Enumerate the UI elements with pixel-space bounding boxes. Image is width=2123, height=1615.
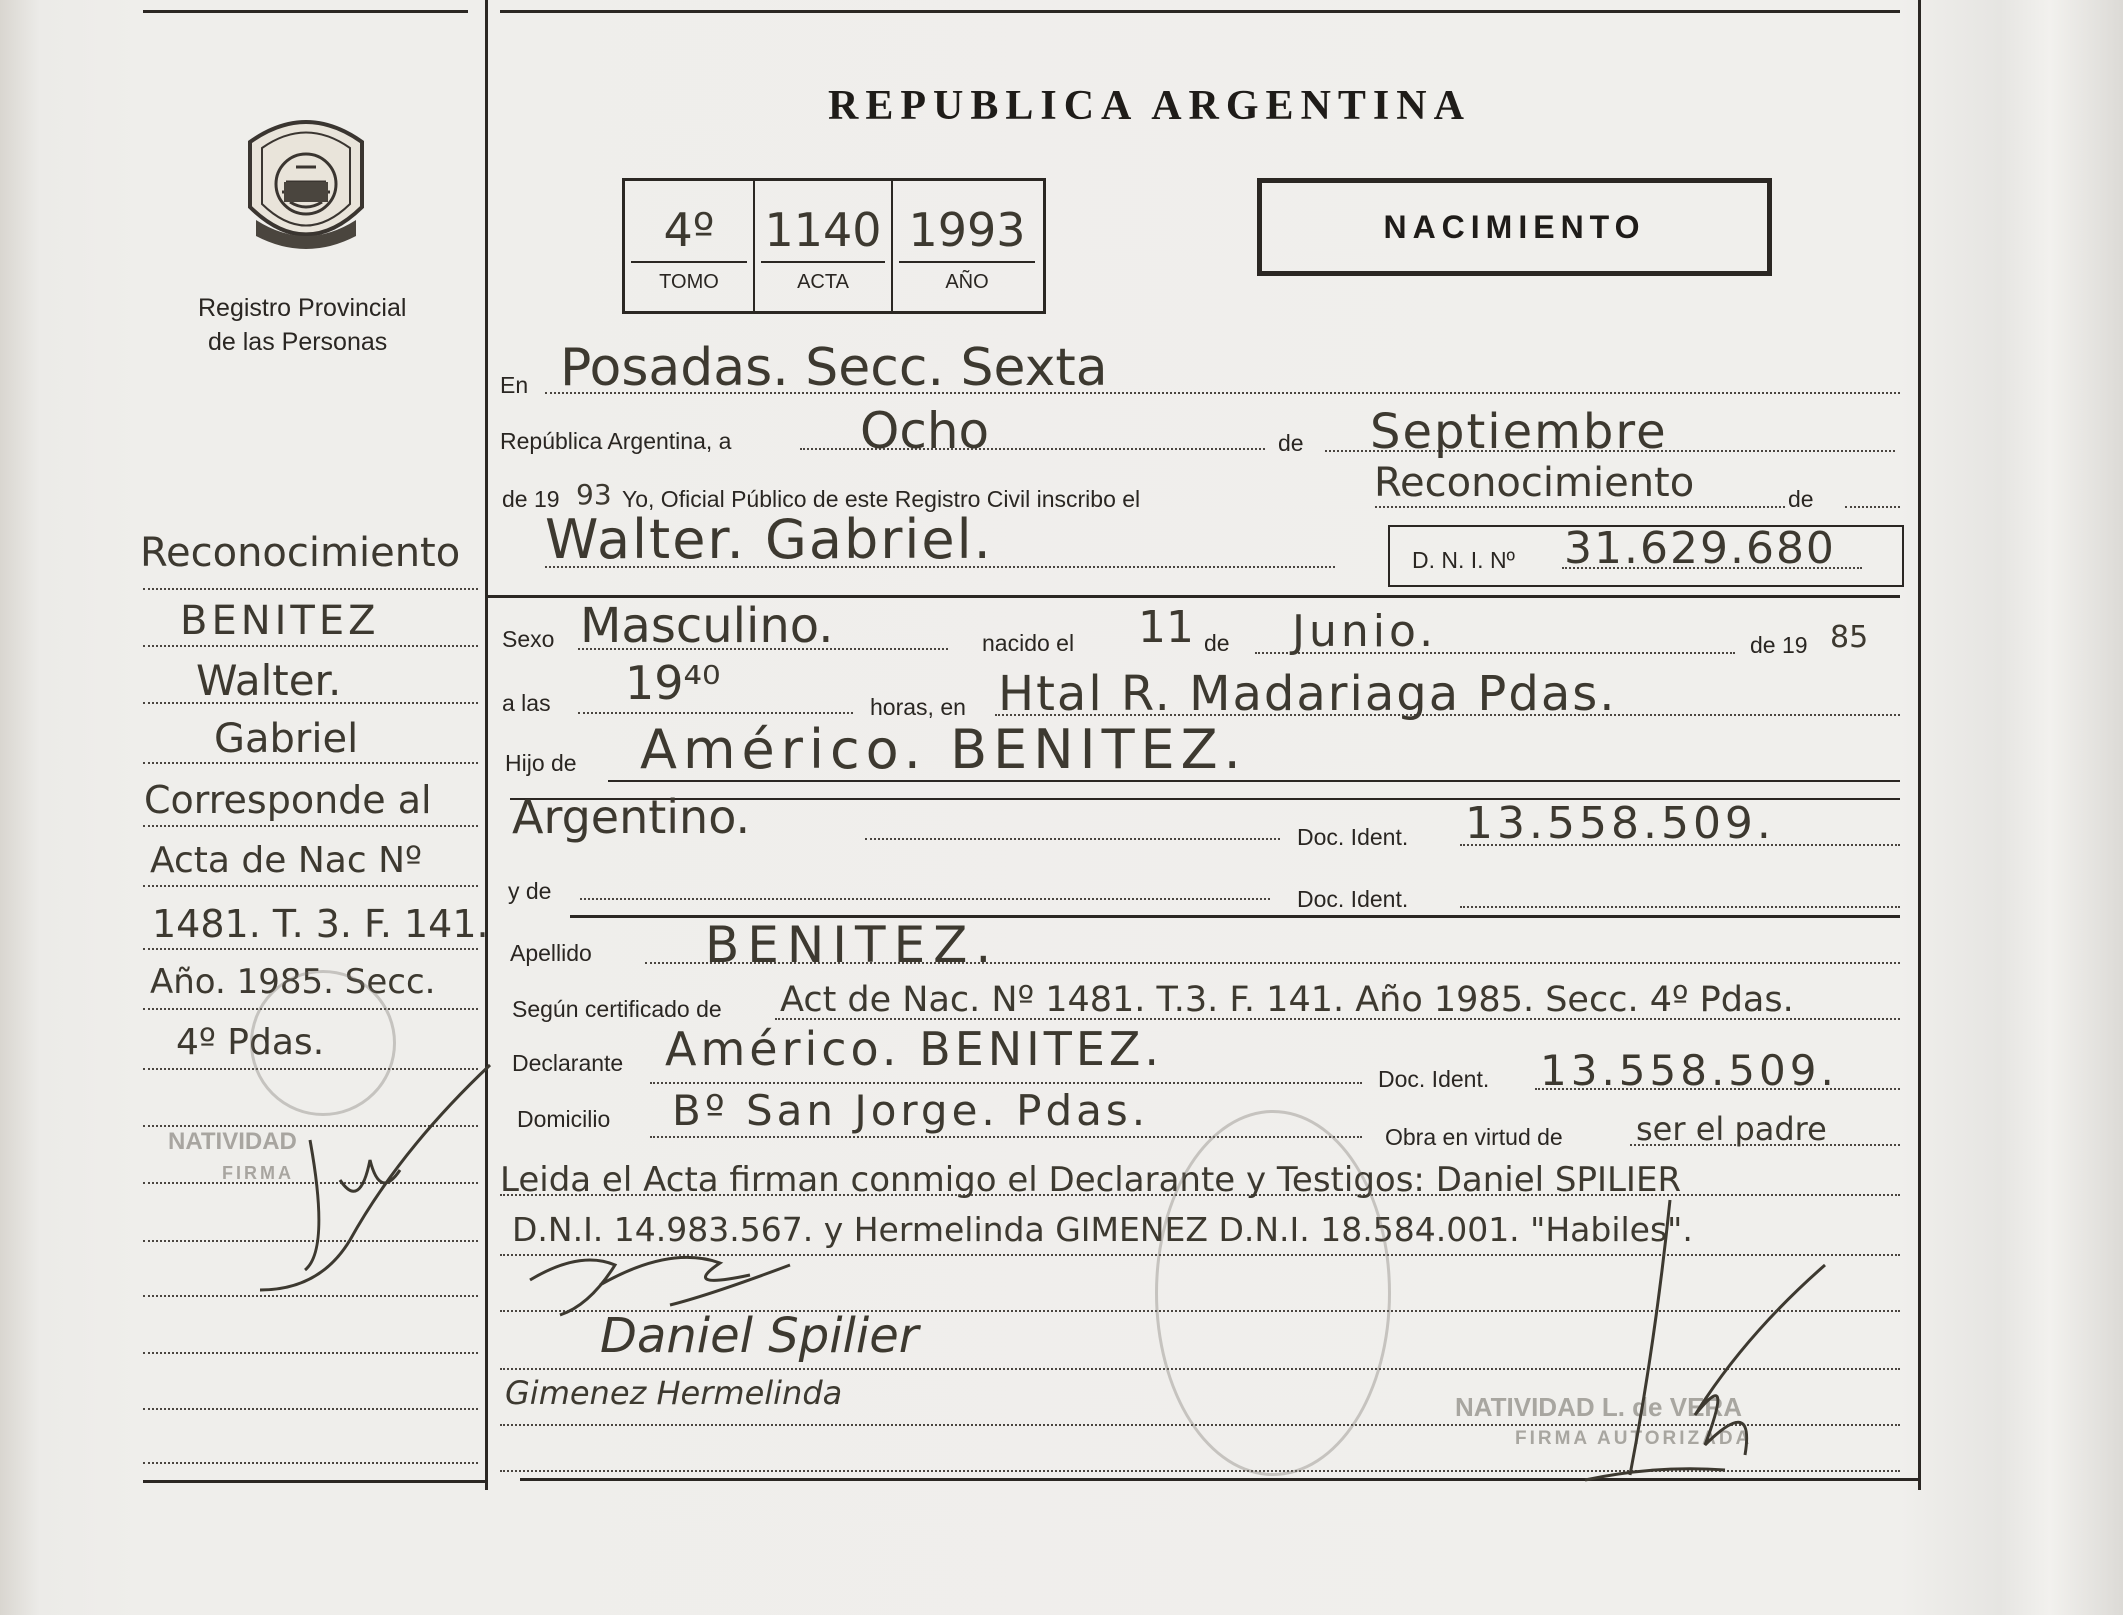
official-signature [1575,1195,1835,1485]
declarante-doc-label: Doc. Ident. [1378,1066,1490,1092]
apellido-value: BENITEZ. [705,916,1000,974]
cell-rule [761,261,885,263]
hora-line [578,712,853,714]
margin-note-line: 1481. T. 3. F. 141. [152,902,489,946]
segun-value: Act de Nac. Nº 1481. T.3. F. 141. Año 1985. Secc. 4º Pdas. [780,980,1794,1020]
margin-line [143,1408,478,1410]
anio-value: 1993 [908,203,1026,257]
en-label: En [500,372,529,398]
margin-note-line: Corresponde al [144,778,432,822]
year-prefix: de 19 [502,486,560,512]
apellido-label: Apellido [510,940,592,966]
de-label: de [1278,430,1304,456]
inscribo-line [1375,506,1785,508]
en-value: Posadas. Secc. Sexta [560,338,1108,398]
dni-box [1388,525,1904,587]
padre-doc: 13.558.509. [1465,798,1775,849]
domicilio-label: Domicilio [517,1106,611,1132]
declarante-line [650,1082,1362,1084]
margin-line [143,588,478,590]
segun-label: Según certificado de [512,996,722,1022]
year-suffix: 93 [576,478,612,511]
cell-rule [899,261,1035,263]
margin-line [143,645,478,647]
sexo-label: Sexo [502,626,555,652]
margin-stamp-text: FIRMA [222,1163,294,1183]
padre-doc-label: Doc. Ident. [1297,824,1409,850]
nombre-value: Walter. Gabriel. [545,508,993,571]
acta-cell [755,181,893,311]
padre-nac-line [865,838,1280,840]
witness-signature-2: Gimenez Hermelinda [505,1374,843,1412]
nacido-mes: Junio. [1292,606,1438,657]
official-stamp [1155,1110,1391,1476]
sexo-value: Masculino. [580,598,834,654]
madre-line [580,898,1270,900]
margin-line [143,885,478,887]
republica-label: República Argentina, a [500,428,732,454]
a-las-label: a las [502,690,551,716]
declarante-label: Declarante [512,1050,624,1076]
inscribo-value: Reconocimiento [1374,460,1695,506]
margin-signature [250,1060,500,1300]
nacido-anio-prefix: de 19 [1750,632,1808,658]
record-number-box [622,178,1046,314]
dni-value: 31.629.680 [1564,523,1836,574]
dia-value: Ocho [860,402,990,460]
margin-line [143,948,478,950]
margin-note-line: Walter. [196,656,342,705]
anio-label: AÑO [945,271,989,293]
margin-line [143,762,478,764]
margin-line [143,1352,478,1354]
obra-label: Obra en virtud de [1385,1124,1563,1150]
country-title: REPUBLICA ARGENTINA [828,83,1471,129]
margin-note-line: 4º Pdas. [176,1022,325,1063]
hora-value: 19⁴⁰ [625,656,721,710]
obra-value: ser el padre [1636,1110,1827,1148]
margin-note-line: BENITEZ [180,598,380,644]
tomo-label: TOMO [659,271,719,293]
padre-nacionalidad: Argentino. [512,790,751,844]
margin-note-line: Gabriel [214,716,359,762]
top-rule-left [143,10,468,13]
witness-signature-1: Daniel Spilier [600,1308,919,1364]
lugar-value: Htal R. Madariaga Pdas. [998,666,1617,722]
madre-doc-line [1460,906,1900,908]
margin-line [143,825,478,827]
acta-label: ACTA [797,271,849,293]
margin-note-line: Acta de Nac Nº [150,840,422,881]
official-stamp-text-1: NATIVIDAD L. de VERA [1455,1392,1742,1422]
acta-value: 1140 [764,203,882,257]
anio-cell [893,181,1041,311]
right-border [1918,0,1921,1490]
nacido-dia: 11 [1138,602,1194,653]
top-rule-right [500,10,1900,13]
madre-doc-label: Doc. Ident. [1297,886,1409,912]
inscribo-text: Yo, Oficial Público de este Registro Civil inscribo el [622,486,1141,512]
declarante-doc: 13.558.509. [1540,1046,1838,1095]
province-seal [238,112,374,262]
nacido-label: nacido el [982,630,1075,656]
margin-stamp-text: NATIVIDAD [168,1128,297,1155]
horas-en-label: horas, en [870,694,966,720]
dni-label: D. N. I. Nº [1412,547,1515,573]
official-stamp-text-2: FIRMA AUTORIZADA [1515,1428,1753,1449]
declarante-value: Américo. BENITEZ. [665,1022,1164,1076]
margin-line [143,1462,478,1464]
margin-note-line: Reconocimiento [140,530,461,576]
nacido-anio-suffix: 85 [1830,620,1869,655]
y-de-label: y de [508,878,552,904]
padre-value: Américo. BENITEZ. [640,718,1247,781]
registry-name-line1: Registro Provincial [198,294,407,322]
tomo-value: 4º [663,203,715,257]
obs-line-1: Leida el Acta firman conmigo el Declarante y Testigos: Daniel SPILIER [500,1160,1682,1200]
mes-value: Septiembre [1370,404,1668,460]
registry-name-line2: de las Personas [208,328,388,356]
obs-line-2: D.N.I. 14.983.567. y Hermelinda GIMENEZ D.N.I. 18.584.001. "Habiles". [512,1210,1693,1249]
de-label-2: de [1788,486,1814,512]
tomo-cell [625,181,755,311]
cell-rule [631,261,747,263]
domicilio-value: Bº San Jorge. Pdas. [672,1086,1150,1135]
margin-note-line: Año. 1985. Secc. [150,962,436,1002]
hijo-de-label: Hijo de [505,750,577,776]
bottom-rule-left [143,1480,486,1483]
record-type-box: NACIMIENTO [1257,178,1772,276]
de-line-2 [1845,506,1900,508]
nacido-de: de [1204,630,1230,656]
